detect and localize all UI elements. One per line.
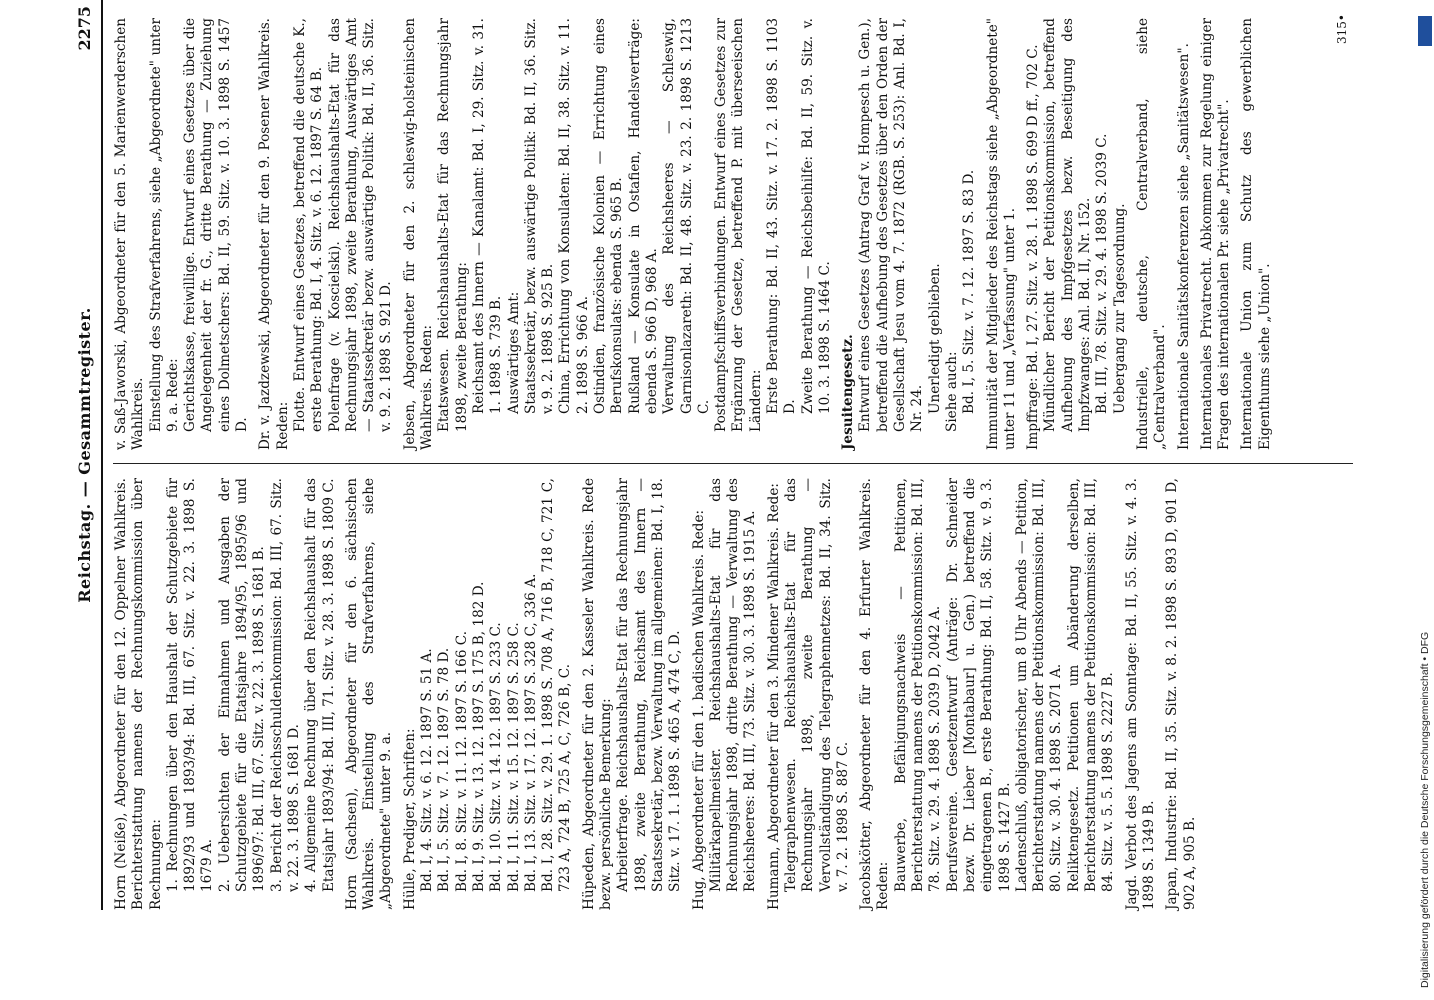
credit-text: Digitalisierung gefördert durch die Deutsche Forschungsgemeinschaft • DFG bbox=[1419, 631, 1431, 988]
entry-line: Einstellung des Strafverfahrens, siehe „Abgeordnete" unter 9. a. Rede: bbox=[147, 18, 181, 432]
entry-line: Dr. v. Jazdzewski, Abgeordneter für den 9. Posener Wahlkreis. Reden: bbox=[257, 18, 291, 450]
entry-line: Humann, Abgeordneter für den 3. Mindener Wahlkreis. Rede: bbox=[765, 483, 782, 910]
entry-line: 3. Bericht der Reichsschuldenkommission: Bd. III, 67. Sitz. v. 22. 3. 1898 S. 1681 D. bbox=[268, 478, 302, 892]
entry-line: Mündlicher Bericht der Petitionskommission, betreffend Aufhebung des Impfgesetzes bezw. Beseitigung des Impfzwanges: Anl. Bd. II, Nr. 152. bbox=[1042, 18, 1094, 432]
entry-line: Bd. I, 5. Sitz. v. 7. 12. 1897 S. 83 D. bbox=[961, 169, 978, 414]
entry-line: Arbeiterfrage. Reichshaushalts-Etat für das Rechnungsjahr 1898, zweite Berathung, Reichsamt des Innern — Staatssekretär, bezw. Verwaltung im allgemeinen: Bd. I, 18. Sitz. v. 17. 1. 1898 S. 465 A, 474 C, D. bbox=[615, 478, 684, 892]
entry-line: Internationales Privatrecht. Abkommen zur Regelung einiger Fragen des internationalen Pr. siehe „Privatrecht". bbox=[1198, 18, 1233, 450]
page-title: Reichstag. — Gesammtregister. bbox=[75, 307, 94, 603]
page-header bbox=[75, 0, 103, 910]
dfg-logo-icon bbox=[1418, 16, 1432, 46]
entry-line: Postdampfschiffsverbindungen. Entwurf eines Gesetzes zur Ergänzung der Gesetze, betreffend P. mit überseeischen Ländern: bbox=[713, 18, 764, 432]
sheet-signature: 315• bbox=[1335, 14, 1349, 44]
entry-line: Flotte. Entwurf eines Gesetzes, betreffend die deutsche K., erste Berathung: Bd. I, 4. Sitz. v. 6. 12. 1897 S. 64 B. bbox=[291, 18, 326, 432]
entry-line: Entwurf eines Gesetzes (Antrag Graf v. Hompesch u. Gen.), betreffend die Aufhebung des Gesetzes über den Orden der Gesellschaft Jesu vom 4. 7. 1872 (RGB. S. 253): Anl. Bd. I, Nr. 24. bbox=[857, 18, 926, 432]
entry-line: Ostindien, französische Kolonien — Errichtung eines Berufskonsulats: ebenda S. 965 B. bbox=[592, 18, 626, 414]
entry-line: Bd. I, 8. Sitz. v. 11. 12. 1897 S. 166 C. bbox=[453, 630, 470, 892]
entry-line: Jagd. Verbot des Jagens am Sonntage: Bd. II, 55. Sitz. v. 4. 3. 1898 S. 1349 B. bbox=[1123, 478, 1157, 910]
entry-line: Bd. I, 13. Sitz. v. 17. 12. 1897 S. 328 C, 336 A. bbox=[522, 573, 539, 892]
entry-line: 2. Uebersichten der Einnahmen und Ausgaben der Schutzgebiete für die Etatsjahre 1894/95, 1895/96 und 1896/97: Bd. III, 67. Sitz. v. 22. 3. 1898 S. 1681 B. bbox=[216, 478, 268, 892]
entry-line: Bd. I, 5. Sitz. v. 7. 12. 1897 S. 78 D. bbox=[436, 647, 453, 892]
digitization-credit bbox=[1418, 8, 1432, 988]
entry-line: Reliktengesetz. Petitionen um Abänderung derselben, Berichterstattung namens der Petitionskommission: Bd. III, 84. Sitz. v. 5. 5. 1898 S. 2227 B. bbox=[1065, 478, 1117, 892]
right-column bbox=[113, 18, 1353, 450]
entry-line: Etatswesen. Reichshaushalts-Etat für das Rechnungsjahr 1898, zweite Berathung: bbox=[436, 18, 470, 432]
entry-line: Jesuitengesetz. bbox=[840, 334, 857, 450]
entry-line: Hug, Abgeordneter für den 1. badischen Wahlkreis. Rede: bbox=[690, 509, 707, 910]
entry-line: Horn (Neiße), Abgeordneter für den 12. Oppelner Wahlkreis. Berichterstattung namens der Rechnungskommission über Rechnungen: bbox=[113, 478, 164, 910]
entry-line: Jebsen, Abgeordneter für den 2. schleswig-holsteinischen Wahlkreis. Reden: bbox=[401, 18, 436, 450]
entry-line: Ladenschluß, obligatorischer, um 8 Uhr Abends — Petition, Berichterstattung namens der Petitionskommission: Bd. III, 80. Sitz. v. 30. 4. 1898 S. 2071 A. bbox=[1013, 478, 1065, 892]
entry-line: 1. Rechnungen über den Haushalt der Schutzgebiete für 1892/93 und 1893/94: Bd. III, 67. Sitz. v. 22. 3. 1898 S. 1679 A. bbox=[164, 478, 216, 892]
column-divider bbox=[113, 463, 1353, 464]
entry-line: Verwaltung des Reichsheeres — Schleswig, Garnisonlazareth: Bd. II, 48. Sitz. v. 23. 2. 1898 S. 1213 C. bbox=[661, 18, 712, 414]
entry-line: Impffrage: Bd. I, 27. Sitz. v. 28. 1. 1898 S. 699 D ff., 702 C. bbox=[1025, 44, 1042, 450]
entry-line: Erste Berathung: Bd. II, 43. Sitz. v. 17. 2. 1898 S. 1103 D. bbox=[764, 18, 799, 414]
entry-line: Gerichtskasse, freiwillige. Entwurf eines Gesetzes über die Angelegenheit der fr. G., dritte Berathung — Zuziehung eines Dolmetschers: Bd. II, 59. Sitz. v. 10. 3. 1898 S. 1457 D. bbox=[182, 18, 251, 432]
entry-line: Staatssekretär, bezw. auswärtige Politik: Bd. II, 36. Sitz. v. 9. 2. 1898 S. 925 B. bbox=[522, 18, 557, 414]
entry-line: Bd. I, 11. Sitz. v. 15. 12. 1897 S. 258 C. bbox=[505, 622, 522, 892]
entry-line: Horn (Sachsen), Abgeordneter für den 6. sächsischen Wahlkreis. Einstellung des Strafverfahrens, siehe „Abgeordnete" unter 9. a. bbox=[343, 478, 395, 910]
entry-line: Militärkapellmeister. Reichshaushalts-Etat für das Rechnungsjahr 1898, dritte Berathung — Verwaltung des Reichsheeres: Bd. III, 73. Sitz. v. 30. 3. 1898 S. 1915 A. bbox=[707, 478, 759, 892]
entry-line: China, Errichtung von Konsulaten: Bd. II, 38. Sitz. v. 11. 2. 1898 S. 966 A. bbox=[557, 18, 591, 414]
entry-line: Zweite Berathung — Reichsbeihilfe: Bd. II, 59. Sitz. v. 10. 3. 1898 S. 1464 C. bbox=[799, 18, 833, 414]
scanned-page bbox=[35, 0, 1365, 910]
entry-line: Uebergang zur Tagesordnung. bbox=[1111, 203, 1128, 414]
entry-line: Bd. I, 4. Sitz. v. 6. 12. 1897 S. 51 A. bbox=[419, 648, 436, 892]
entry-line: Bd. I, 9. Sitz. v. 13. 12. 1897 S. 175 B, 182 D. bbox=[470, 581, 487, 892]
entry-line: 4. Allgemeine Rechnung über den Reichshaushalt für das Etatsjahr 1893/94: Bd. III, 71. Sitz. v. 28. 3. 1898 S. 1809 C. bbox=[303, 478, 337, 892]
entry-line: Polenfrage (v. Koscielski). Reichshaushalts-Etat für das Rechnungsjahr 1898, zweite Berathung, Auswärtiges Amt — Staatssekretär bezw. auswärtige Politik: Bd. II, 36. Sitz. v. 9. 2. 1898 S. 921 D. bbox=[326, 18, 395, 432]
entry-line: Hüpeden, Abgeordneter für den 2. Kasseler Wahlkreis. Rede bezw. persönliche Bemerkung: bbox=[580, 478, 615, 910]
entry-line: Auswärtiges Amt: bbox=[505, 291, 522, 414]
entry-line: v. Saß-Jaworski, Abgeordneter für den 5. Marienwerderschen Wahlkreis. bbox=[113, 18, 147, 450]
entry-line: Jacobskötter, Abgeordneter für den 4. Erfurter Wahlkreis. Reden: bbox=[858, 478, 892, 910]
entry-line: Bd. I, 28. Sitz. v. 29. 1. 1898 S. 708 A, 716 B, 718 C, 721 C, 723 A, 724 B, 725 A, C, 726 B, C. bbox=[540, 478, 574, 892]
entry-line: Hülle, Prediger, Schriften: bbox=[401, 728, 418, 910]
entry-line: Bd. I, 10. Sitz. v. 14. 12. 1897 S. 233 C. bbox=[488, 622, 505, 892]
entry-line: Unerledigt geblieben. bbox=[926, 263, 943, 414]
entry-line: Bauwerbe, Befähigungsnachweis — Petitionen, Berichterstattung namens der Petitionskommission: Bd. III, 78. Sitz. v. 29. 4. 1898 S. 2039 D, 2042 A. bbox=[892, 478, 944, 892]
entry-line: Bd. III, 78. Sitz. v. 29. 4. 1898 S. 2039 C. bbox=[1094, 133, 1111, 414]
entry-line: Japan, Industrie: Bd. II, 35. Sitz. v. 8. 2. 1898 S. 893 D, 901 D, 902 A, 905 B. bbox=[1164, 478, 1198, 910]
entry-line: Immunität der Mitglieder des Reichstags siehe „Abgeordnete" unter 11 und „Verfassung" unter 1. bbox=[984, 18, 1018, 450]
entry-line: Internationale Union zum Schutz des gewerblichen Eigenthums siehe „Union". bbox=[1239, 18, 1273, 450]
entry-line: Siehe auch: bbox=[943, 351, 960, 432]
left-column bbox=[113, 478, 1353, 910]
entry-line: Industrielle, deutsche, Centralverband, siehe „Centralverband". bbox=[1134, 18, 1169, 450]
entry-line: Reichsamt des Innern — Kanalamt: Bd. I, 29. Sitz. v. 31. 1. 1898 S. 739 B. bbox=[470, 18, 505, 414]
page-number: 2275 bbox=[75, 6, 94, 51]
entry-line: Telegraphenwesen. Reichshaushalts-Etat für das Rechnungsjahr 1898, zweite Berathung — Vervollständigung des Telegraphennetzes: Bd. II, 34. Sitz. v. 7. 2. 1898 S. 887 C. bbox=[782, 478, 851, 892]
entry-line: Internationale Sanitätskonferenzen siehe „Sanitätswesen". bbox=[1175, 42, 1192, 450]
entry-line: Berufsvereine. Gesetzentwurf (Anträge: Dr. Schneider bezw. Dr. Lieber [Montabaur] u. Gen.) betreffend die eingetragenen B., erste Berathung: Bd. II, 58. Sitz. v. 9. 3. 1898 S. 1427 B. bbox=[944, 478, 1013, 892]
entry-line: Rußland — Konsulate in Ostafien, Handelsverträge: ebenda S. 966 D, 968 A. bbox=[626, 18, 660, 414]
rotated-page-content bbox=[35, 0, 1365, 910]
